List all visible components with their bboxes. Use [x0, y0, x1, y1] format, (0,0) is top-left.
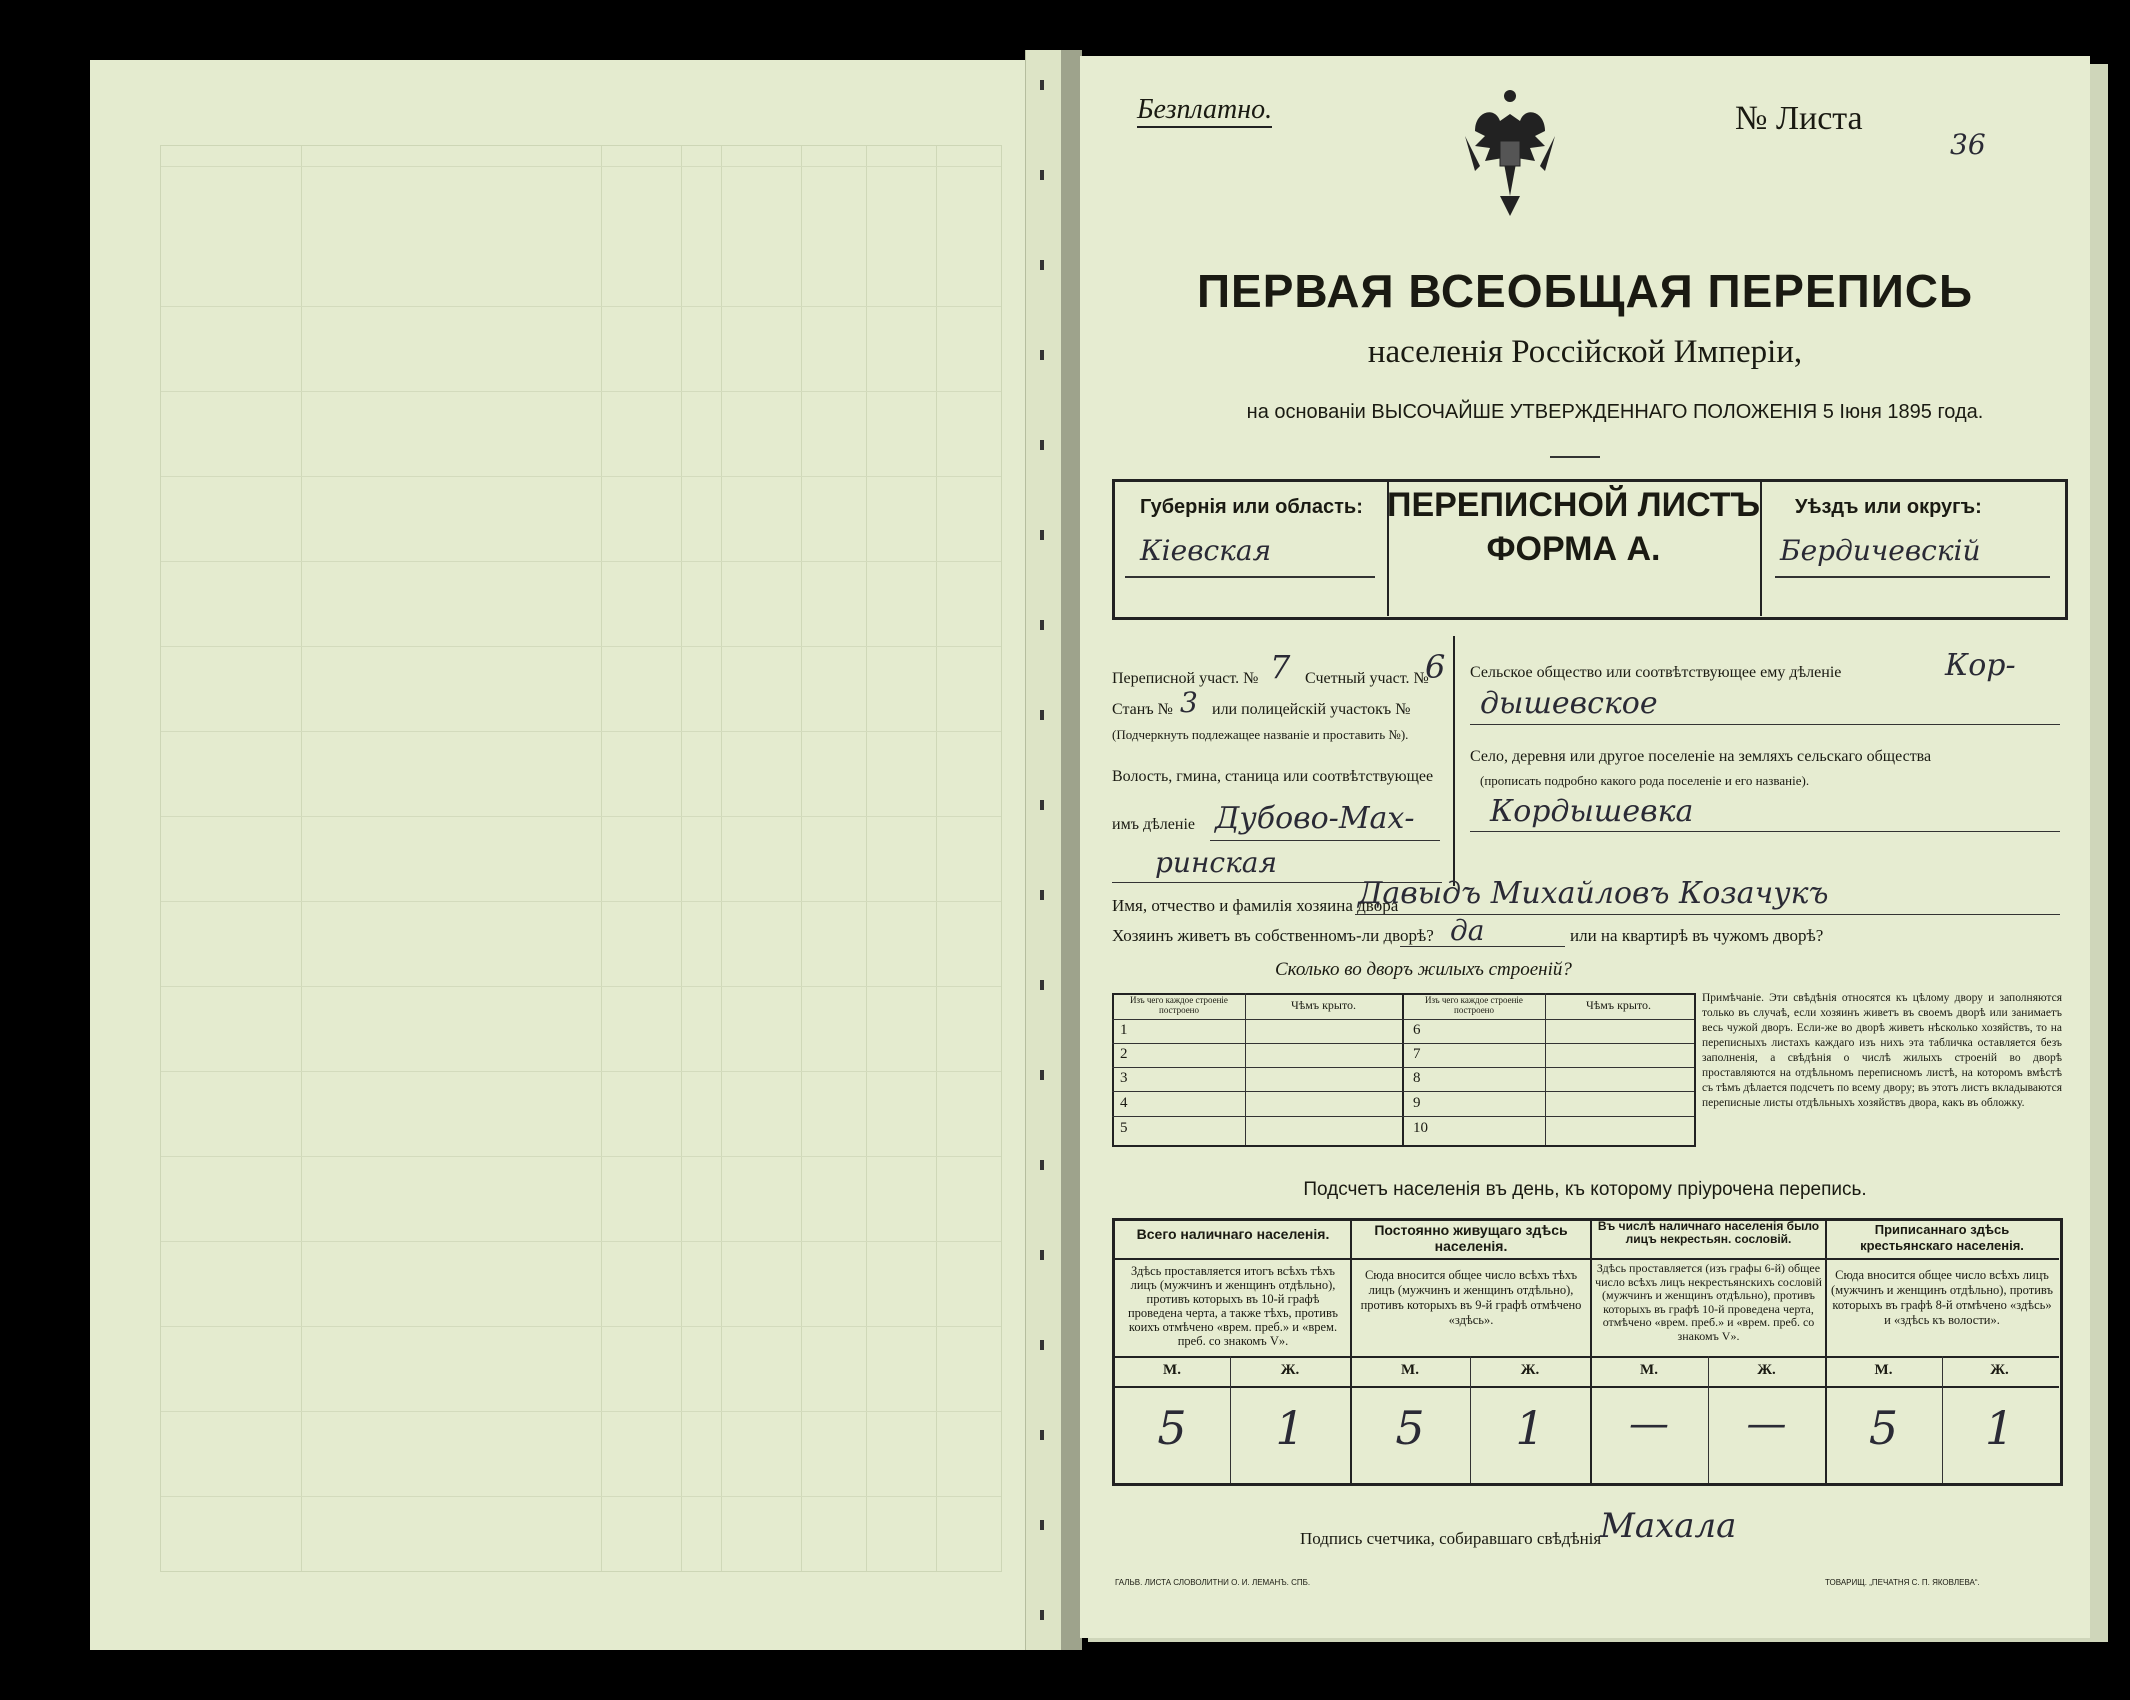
underline-note: (Подчеркнуть подлежащее названіе и проставить №).	[1112, 727, 1409, 742]
building-row-2: 2	[1120, 1046, 1128, 1062]
society-value: Кор-	[1945, 648, 2016, 683]
tally-value-1: 5	[1157, 1401, 1187, 1455]
society-value-2: дышевское	[1480, 686, 1658, 721]
volost-value-2: ринская	[1155, 846, 1278, 879]
society-label: Сельское общество или соотвѣтствующее ему дѣленіе	[1470, 664, 1842, 681]
tally-f-2: Ж.	[1520, 1362, 1540, 1378]
village-note: (прописать подробно какого рода поселеніе и его названіе).	[1480, 773, 1810, 788]
tally-value-5: —	[1629, 1401, 1669, 1447]
col-roof-right: Чѣмъ крыто.	[1585, 998, 1652, 1012]
tally-m-2: М.	[1401, 1362, 1419, 1378]
tally-value-3: 5	[1395, 1401, 1425, 1455]
tally-title: Подсчетъ населенія въ день, къ которому пріурочена перепись.	[1303, 1179, 1867, 1200]
police-label: или полицейскій участокъ №	[1212, 701, 1411, 718]
census-basis: на основаніи ВЫСОЧАЙШЕ УТВЕРЖДЕННАГО ПОЛОЖЕНІЯ 5 Іюня 1895 года.	[1246, 401, 1984, 423]
col-roof-left: Чѣмъ крыто.	[1290, 998, 1357, 1012]
building-row-10: 10	[1413, 1120, 1428, 1136]
tally-value-7: 5	[1868, 1401, 1899, 1455]
tally-col3-desc: Здѣсь проставляется (изъ графы 6-й) общее число всѣхъ лицъ некрестьянскихъ сословій (мужчинъ и женщинъ отдѣльно), противъ которыхъ въ графѣ 10-й проведена черта, отмѣчено «врем. преб.» и «врем. преб. со знакомъ V».	[1595, 1261, 1822, 1343]
village-value: Кордышевка	[1490, 794, 1694, 829]
tally-m-3: М.	[1640, 1362, 1658, 1378]
tally-value-6: —	[1746, 1401, 1787, 1447]
printer-mark-right: ТОВАРИЩ. „ПЕЧАТНЯ С. П. ЯКОВЛЕВА“.	[1825, 1578, 1980, 1587]
owner-name-value: Давыдъ Михайловъ Козачукъ	[1358, 876, 1829, 911]
buildings-note: Примѣчаніе. Эти свѣдѣнія относятся къ цѣлому двору и заполняются только въ случаѣ, если хозяинъ живетъ въ своемъ дворѣ или занимаетъ весь чужой дворъ. Если-же во дворѣ живетъ нѣсколько хозяйствъ, то на переписныхъ листахъ каждаго изъ нихъ эта табличка оставляется безъ заполненія, а свѣдѣнія о числѣ жилыхъ строеній во дворѣ проставляются на отдѣльномъ переписномъ листѣ, на которомъ вмѣстѣ съ тѣмъ дѣлается подсчетъ по всему двору; въ этотъ листъ вкладываются переписные листы отдѣльныхъ хозяйствъ двора, какъ въ обложку.	[1702, 992, 2062, 1109]
imperial-eagle-emblem	[1455, 86, 1565, 221]
printer-mark-left: ГАЛЬВ. ЛИСТА СЛОВОЛИТНИ О. И. ЛЕМАНЪ. СПБ.	[1115, 1578, 1311, 1587]
sheet-number-value: 36	[1950, 128, 1986, 161]
buildings-question: Сколько во дворъ жилыхъ строеній?	[1275, 959, 1572, 980]
owner-name-label: Имя, отчество и фамилія хозяина двора	[1112, 896, 1399, 915]
volost-label: Волость, гмина, станица или соотвѣтствующее	[1112, 768, 1434, 785]
signature-value: Махала	[1600, 1506, 1737, 1546]
sheet-title: ПЕРЕПИСНОЙ ЛИСТЪ	[1387, 486, 1761, 524]
stan-label: Станъ №	[1112, 701, 1173, 718]
left-page	[90, 60, 1027, 1650]
tally-f-4: Ж.	[1990, 1362, 2009, 1378]
building-row-7: 7	[1413, 1046, 1421, 1062]
tally-col4-head: Приписаннаго здѣсь крестьянскаго населенія.	[1860, 1222, 2024, 1253]
building-row-6: 6	[1413, 1022, 1421, 1038]
signature-label: Подпись счетчика, собиравшаго свѣдѣнія	[1300, 1529, 1602, 1548]
province-label: Губернія или область:	[1140, 496, 1363, 518]
buildings-table	[1112, 993, 1696, 1147]
sheet-number-label: № Листа	[1735, 100, 1863, 137]
free-label: Безплатно.	[1137, 94, 1272, 128]
volost-value: Дубово-Мах-	[1215, 801, 1415, 836]
ghost-table	[160, 145, 1002, 1572]
building-row-5: 5	[1120, 1120, 1128, 1136]
census-title: ПЕРВАЯ ВСЕОБЩАЯ ПЕРЕПИСЬ	[1196, 265, 1974, 317]
building-row-8: 8	[1413, 1070, 1421, 1086]
col-material-left: Изъ чего каждое строеніе построено	[1130, 995, 1228, 1015]
tally-col4-desc: Сюда вносится общее число всѣхъ лицъ (мужчинъ и женщинъ отдѣльно), противъ которыхъ въ графѣ 8-й отмѣчено «здѣсь» и «здѣсь къ волости».	[1831, 1268, 2053, 1327]
stan-value: 3	[1180, 686, 1198, 719]
tally-col1-head: Всего наличнаго населенія.	[1136, 1226, 1330, 1242]
own-yard-label: Хозяинъ живетъ въ собственномъ-ли дворѣ?	[1112, 926, 1434, 945]
census-form-page	[1080, 56, 2090, 1638]
volost-label-2: имъ дѣленіе	[1112, 816, 1195, 833]
tally-value-8: 1	[1984, 1401, 2015, 1455]
district-value: Бердичевскій	[1780, 534, 1981, 567]
tally-col2-head: Постоянно живущаго здѣсь населенія.	[1374, 1222, 1568, 1254]
tally-m-4: М.	[1874, 1362, 1893, 1378]
tally-value-2: 1	[1275, 1401, 1305, 1455]
census-unit-value: 7	[1270, 648, 1291, 686]
own-yard-value: да	[1450, 914, 1485, 947]
tally-m-1: М.	[1163, 1362, 1181, 1378]
book-spine	[1025, 50, 1061, 1650]
province-value: Кіевская	[1140, 534, 1272, 567]
form-name: ФОРМА А.	[1486, 530, 1661, 568]
col-material-right: Изъ чего каждое строеніе построено	[1425, 995, 1523, 1015]
census-subtitle: населенія Россійской Имперіи,	[1367, 334, 1803, 370]
counter-unit-label: Счетный участ. №	[1305, 670, 1429, 687]
building-row-4: 4	[1120, 1095, 1128, 1111]
district-label: Уѣздъ или округъ:	[1795, 496, 1982, 518]
building-row-1: 1	[1120, 1022, 1128, 1038]
rent-label: или на квартирѣ въ чужомъ дворѣ?	[1570, 926, 1824, 945]
building-row-9: 9	[1413, 1095, 1421, 1111]
building-row-3: 3	[1120, 1070, 1128, 1086]
tally-value-4: 1	[1515, 1401, 1545, 1455]
counter-unit-value: 6	[1425, 648, 1446, 686]
tally-col2-desc: Сюда вносится общее число всѣхъ тѣхъ лицъ (мужчинъ и женщинъ отдѣльно), противъ которыхъ въ 9-й графѣ отмѣчено «здѣсь».	[1360, 1268, 1582, 1327]
tally-col3-head: Въ числѣ наличнаго населенія было лицъ некрестьян. сословій.	[1597, 1219, 1820, 1246]
tally-f-3: Ж.	[1757, 1362, 1776, 1378]
tally-col1-desc: Здѣсь проставляется итогъ всѣхъ тѣхъ лицъ (мужчинъ и женщинъ отдѣльно), противъ которыхъ въ 10-й графѣ проведена черта, а также тѣхъ, противъ коихъ отмѣчено «врем. преб.» и «врем. преб. со знакомъ V».	[1127, 1264, 1339, 1348]
tally-f-1: Ж.	[1280, 1362, 1300, 1378]
village-label: Село, деревня или другое поселеніе на земляхъ сельскаго общества	[1470, 748, 1932, 765]
census-unit-label: Переписной участ. №	[1112, 670, 1259, 687]
